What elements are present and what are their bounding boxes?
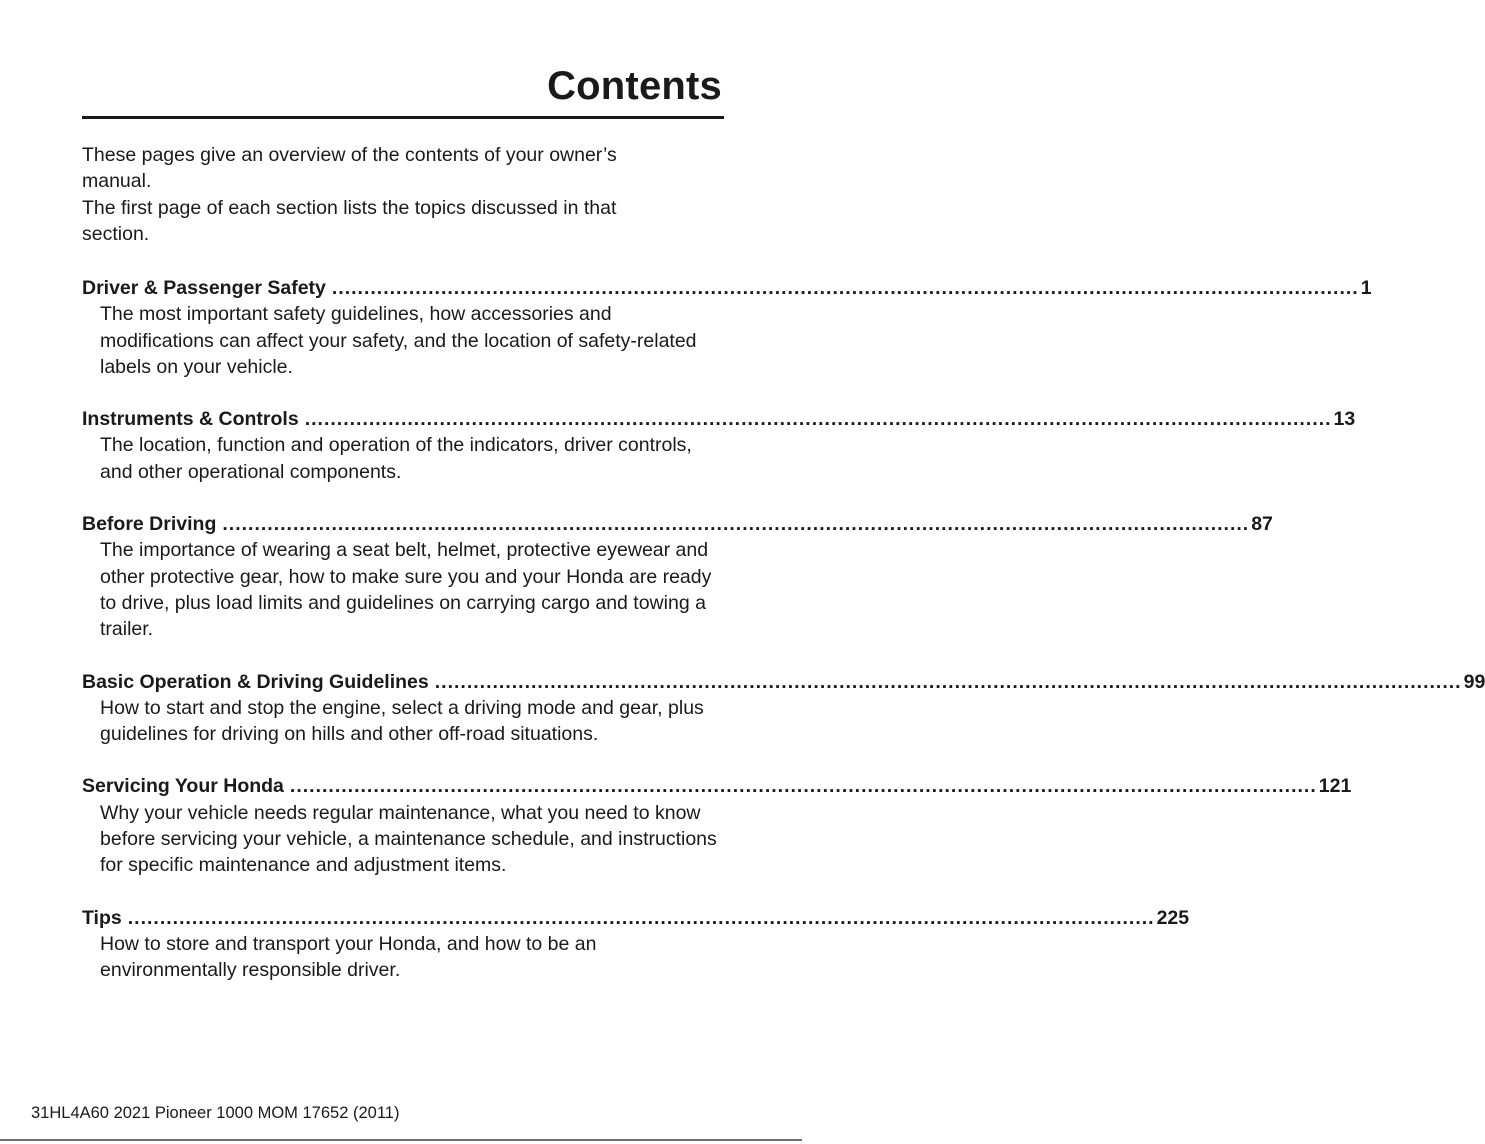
toc-entry-tips xyxy=(82,905,1190,984)
toc-entry-servicing xyxy=(82,773,1352,878)
toc-entry-link[interactable] xyxy=(82,773,1352,799)
toc-entry-link[interactable] xyxy=(82,275,1372,301)
toc-entry-instruments-controls xyxy=(82,406,1356,485)
page-bottom-edge xyxy=(0,1139,802,1141)
dot-leader: ................................................................................................................................................................ xyxy=(331,277,1359,299)
toc-entry-description: The location, function and operation of the indicators, driver controls, and other operational components. xyxy=(100,434,692,483)
toc-entry-description: How to start and stop the engine, select a driving mode and gear, plus guidelines for driving on hills and other off-road situations. xyxy=(100,696,704,746)
page-title: Contents xyxy=(547,64,722,108)
toc-entry-title[interactable]: Servicing Your Honda xyxy=(82,775,284,798)
title-divider xyxy=(82,116,724,119)
toc-entry-page-number[interactable]: 1 xyxy=(1360,277,1372,299)
toc-entry-basic-operation xyxy=(82,669,1485,748)
toc-entry-before-driving xyxy=(82,511,1273,642)
toc-entry-page-number[interactable]: 87 xyxy=(1251,513,1273,536)
toc-entry-title[interactable]: Basic Operation & Driving Guidelines xyxy=(82,670,429,693)
toc-entry-page-number[interactable]: 121 xyxy=(1318,775,1352,798)
toc-entry-description: Why your vehicle needs regular maintenance, what you need to know before servicing your vehicle, a maintenance schedule, and instructions for specific maintenance and adjustment items. xyxy=(100,801,717,877)
toc-entry-link[interactable] xyxy=(82,511,1273,537)
dot-leader: ................................................................................................................................................................ xyxy=(434,670,1462,693)
intro-text xyxy=(82,142,682,247)
toc-entry-driver-passenger-safety xyxy=(82,275,1372,380)
dot-leader: ................................................................................................................................................................ xyxy=(289,775,1317,798)
toc-entry-title[interactable]: Before Driving xyxy=(82,513,217,536)
document-code: 31HL4A60 2021 Pioneer 1000 MOM 17652 (2011) xyxy=(31,1104,400,1122)
toc-entry-link[interactable] xyxy=(82,669,1485,695)
table-of-contents xyxy=(82,275,1485,1010)
toc-entry-title[interactable]: Tips xyxy=(82,906,122,929)
toc-entry-link[interactable] xyxy=(82,406,1356,432)
toc-entry-description: The most important safety guidelines, how accessories and modifications can affect your safety, and the location of safety-related labels on your vehicle. xyxy=(100,303,697,378)
toc-entry-page-number[interactable]: 13 xyxy=(1333,408,1356,431)
dot-leader: ................................................................................................................................................................ xyxy=(127,906,1155,929)
toc-entry-title[interactable]: Driver & Passenger Safety xyxy=(82,277,326,299)
dot-leader: ................................................................................................................................................................ xyxy=(304,408,1332,431)
toc-entry-link[interactable] xyxy=(82,905,1190,931)
toc-entry-description: The importance of wearing a seat belt, helmet, protective eyewear and other protective gear, how to make sure you and your Honda are ready to drive, plus load limits and guidelines on carrying cargo and towing a trailer. xyxy=(100,539,712,641)
intro-paragraph-1: These pages give an overview of the contents of your owner’s manual. xyxy=(82,144,617,193)
toc-entry-page-number[interactable]: 225 xyxy=(1156,906,1190,929)
toc-entry-description: How to store and transport your Honda, and how to be an environmentally responsible driver. xyxy=(100,932,597,982)
dot-leader: ................................................................................................................................................................ xyxy=(222,513,1250,536)
intro-paragraph-2: The first page of each section lists the topics discussed in that section. xyxy=(82,196,617,245)
toc-entry-page-number[interactable]: 99 xyxy=(1463,670,1485,693)
toc-entry-title[interactable]: Instruments & Controls xyxy=(82,408,299,431)
